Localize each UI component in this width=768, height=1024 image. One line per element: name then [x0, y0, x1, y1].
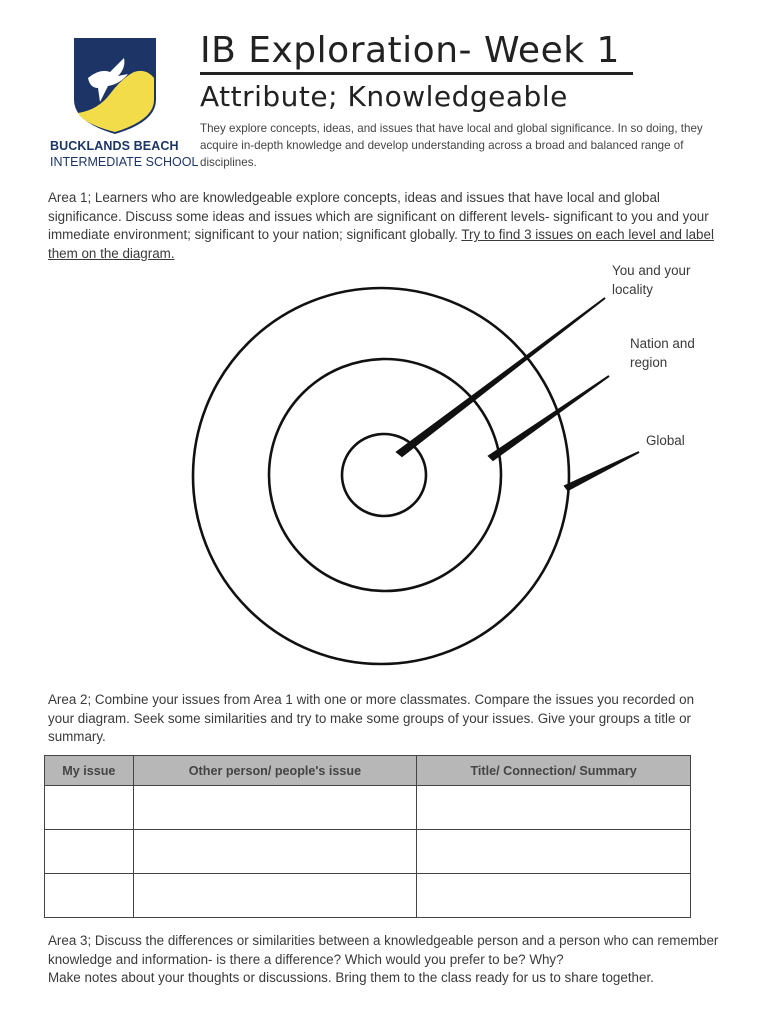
table-row: [45, 874, 691, 918]
arrow-nation: [489, 376, 609, 460]
school-name-line2: INTERMEDIATE SCHOOL: [50, 155, 199, 169]
outer-ring-global: [193, 288, 569, 664]
table-cell: [45, 830, 134, 874]
area1-paragraph: [48, 189, 720, 263]
area2-paragraph: Area 2; Combine your issues from Area 1 with one or more classmates. Compare the issues you recorded on your diagram. Seek some similarities and try to make some groups of your issues. Give your groups a title or summary.: [48, 692, 695, 744]
title-underline: [200, 72, 633, 75]
area1-instruction: Try to find 3 issues on each level and label them on the diagram.: [48, 227, 714, 261]
table-header-summary: Title/ Connection/ Summary: [417, 756, 691, 786]
table-header-my-issue: My issue: [45, 756, 134, 786]
area3-question: Area 3; Discuss the differences or similarities between a knowledgeable person and a person who can remember knowledge and information- is there a difference? Which would you prefer to be? Why?: [48, 933, 719, 967]
table-cell: [417, 830, 691, 874]
table-row: [45, 830, 691, 874]
area3-notes-instruction: Make notes about your thoughts or discussions. Bring them to the class ready for us to share together.: [48, 970, 654, 985]
area3-paragraph: [48, 932, 720, 988]
arrow-global: [565, 452, 639, 490]
issues-table: [44, 755, 691, 918]
target-diagram: [185, 262, 745, 682]
table-row: [45, 786, 691, 830]
area1-text: Area 1; Learners who are knowledgeable explore concepts, ideas and issues that have local and global significance. Discuss some ideas and issues which are significant on different levels- significant to you and your immediate environment; significant to your nation; significant globally.: [48, 190, 709, 242]
page-title: IB Exploration- Week 1: [200, 30, 620, 71]
table-cell: [45, 786, 134, 830]
label-global: Global: [646, 433, 685, 448]
table-cell: [417, 874, 691, 918]
label-locality: You and your locality: [612, 263, 691, 297]
table-cell: [133, 830, 417, 874]
table-header-other-issue: Other person/ people's issue: [133, 756, 417, 786]
table-cell: [417, 786, 691, 830]
school-name-line1: BUCKLANDS BEACH: [50, 139, 179, 153]
page-subtitle: Attribute; Knowledgeable: [200, 80, 568, 113]
table-cell: [133, 786, 417, 830]
table-cell: [45, 874, 134, 918]
attribute-description: They explore concepts, ideas, and issues that have local and global significance. In so doing, they acquire in-depth knowledge and develop understanding across a broad and balanced range of disciplines.: [200, 122, 703, 169]
arrow-locality: [397, 298, 605, 456]
middle-ring-nation: [269, 359, 501, 591]
table-cell: [133, 874, 417, 918]
label-nation: Nation and region: [630, 336, 695, 370]
